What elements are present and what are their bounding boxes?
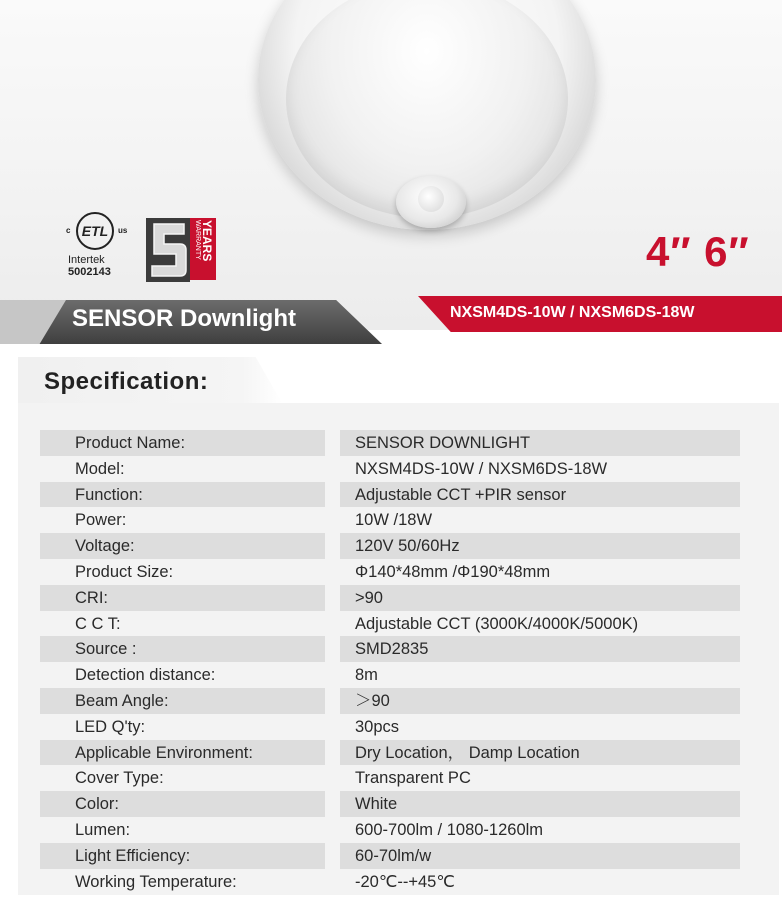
spec-value: >90 <box>340 585 740 611</box>
spec-row <box>40 533 740 559</box>
spec-label: Working Temperature: <box>75 872 237 891</box>
spec-row <box>40 765 740 791</box>
spec-value: White <box>340 791 740 817</box>
spec-label: Product Name: <box>40 430 325 456</box>
spec-row <box>40 559 740 585</box>
spec-row <box>40 482 740 508</box>
spec-label: Power: <box>75 511 127 530</box>
spec-label: Detection distance: <box>75 666 216 685</box>
spec-value: Dry Location， Damp Location <box>340 740 740 766</box>
spec-row <box>40 507 740 533</box>
spec-value: Adjustable CCT (3000K/4000K/5000K) <box>355 614 639 633</box>
spec-value: SENSOR DOWNLIGHT <box>340 430 740 456</box>
spec-row <box>40 843 740 869</box>
spec-value: Φ140*48mm /Φ190*48mm <box>355 562 551 581</box>
etl-lab-name: Intertek <box>68 254 105 266</box>
spec-row <box>40 611 740 637</box>
spec-row <box>40 817 740 843</box>
warranty-label: WARRANTY <box>194 220 201 260</box>
spec-row <box>40 456 740 482</box>
spec-value: NXSM4DS-10W / NXSM6DS-18W <box>355 459 608 478</box>
spec-label: Lumen: <box>75 820 131 839</box>
warranty-badge <box>146 218 218 282</box>
spec-value: ＞90 <box>340 688 740 714</box>
pir-sensor-lens <box>418 186 444 212</box>
spec-value: Transparent PC <box>355 769 471 788</box>
product-title: SENSOR Downlight <box>72 305 296 332</box>
spec-row <box>40 791 740 817</box>
spec-row <box>40 688 740 714</box>
spec-row <box>40 740 740 766</box>
spec-value: 120V 50/60Hz <box>340 533 740 559</box>
spec-label: Beam Angle: <box>40 688 325 714</box>
model-tag-text: NXSM4DS-10W / NXSM6DS-18W <box>450 304 695 321</box>
warranty-years-strip <box>190 218 216 280</box>
spec-row <box>40 636 740 662</box>
etl-us-label: us <box>118 226 128 235</box>
etl-number: 5002143 <box>68 266 111 278</box>
spec-label: Cover Type: <box>75 769 164 788</box>
spec-value: 60-70lm/w <box>340 843 740 869</box>
etl-listed-badge <box>64 212 130 282</box>
spec-value: -20℃--+45℃ <box>355 872 455 891</box>
etl-logo: ETL <box>76 212 114 250</box>
spec-label: Product Size: <box>75 562 174 581</box>
spec-label: Function: <box>40 482 325 508</box>
spec-label: C C T: <box>75 614 121 633</box>
etl-c-label: c <box>66 226 71 235</box>
spec-heading: Specification: <box>44 368 209 395</box>
spec-value: SMD2835 <box>340 636 740 662</box>
spec-label: Color: <box>40 791 325 817</box>
spec-label: LED Q'ty: <box>75 717 146 736</box>
spec-label: Light Efficiency: <box>40 843 325 869</box>
spec-label: Model: <box>75 459 125 478</box>
spec-label: CRI: <box>40 585 325 611</box>
spec-value: 8m <box>355 666 378 685</box>
spec-row <box>40 662 740 688</box>
spec-value: 600-700lm / 1080-1260lm <box>355 820 544 839</box>
spec-label: Source : <box>40 636 325 662</box>
product-hero <box>0 0 782 330</box>
spec-label: Applicable Environment: <box>40 740 325 766</box>
spec-value: 10W /18W <box>355 511 433 530</box>
spec-row <box>40 430 740 456</box>
spec-table <box>40 430 740 894</box>
spec-value: Adjustable CCT +PIR sensor <box>340 482 740 508</box>
warranty-digit-icon <box>146 218 190 282</box>
size-label: 4″ 6″ <box>646 228 750 275</box>
spec-row <box>40 585 740 611</box>
spec-row <box>40 714 740 740</box>
warranty-years-text: YEARS <box>200 220 214 262</box>
spec-label: Voltage: <box>40 533 325 559</box>
spec-value: 30pcs <box>355 717 400 736</box>
spec-row <box>40 869 740 895</box>
